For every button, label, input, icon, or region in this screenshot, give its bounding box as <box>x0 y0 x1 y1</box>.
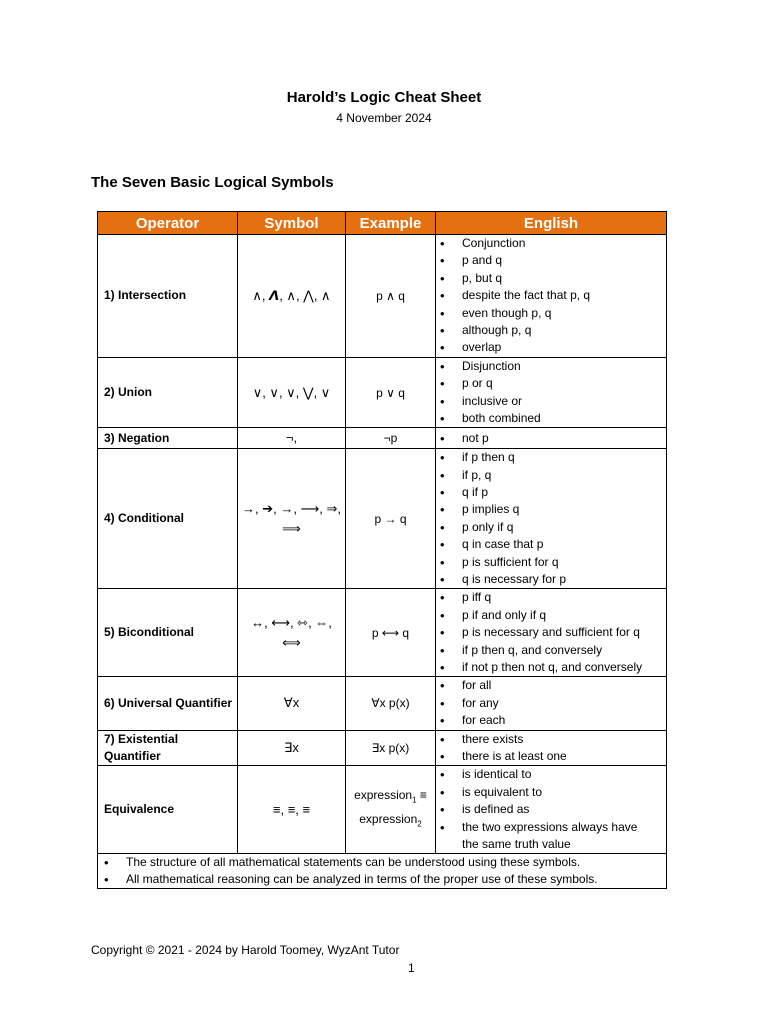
subscript: 1 <box>412 795 417 805</box>
page-number: 1 <box>408 961 415 975</box>
column-header-operator: Operator <box>98 212 238 235</box>
table-row-existential-quantifier <box>98 730 667 766</box>
table-footnote-row <box>98 854 667 889</box>
copyright-notice: Copyright © 2021 - 2024 by Harold Toomey, WyzAnt Tutor <box>91 943 400 957</box>
table-row-equivalence <box>98 766 667 854</box>
list-item: • q is necessary for p <box>436 571 666 588</box>
list-item: • there is at least one <box>436 748 666 765</box>
list-item: • p only if q <box>436 519 666 536</box>
symbol-cell: →, ➔, →, ⟶, ⇒, ⟹ <box>238 449 346 589</box>
list-item: • p is necessary and sufficient for q <box>436 624 666 641</box>
list-item: • p implies q <box>436 501 666 518</box>
list-item: • p if and only if q <box>436 607 666 624</box>
list-item: • p is sufficient for q <box>436 554 666 571</box>
list-item: • is equivalent to <box>436 784 666 801</box>
operator-cell: Equivalence <box>98 766 238 854</box>
operator-cell: 1) Intersection <box>98 235 238 358</box>
list-item-continuation: the same truth value <box>462 836 571 851</box>
table-row-union <box>98 357 667 428</box>
example-cell: p → q <box>346 449 436 589</box>
list-item: • p or q <box>436 375 666 392</box>
table-row-conditional <box>98 449 667 589</box>
list-item: • p iff q <box>436 589 666 606</box>
list-item: • is defined as <box>436 801 666 818</box>
list-item: • although p, q <box>436 322 666 339</box>
column-header-symbol: Symbol <box>238 212 346 235</box>
symbol-cell: ∀x <box>238 677 346 730</box>
list-item: • Disjunction <box>436 358 666 375</box>
symbol-cell: ∃x <box>238 730 346 766</box>
symbol-cell: ¬, <box>238 428 346 449</box>
example-cell <box>346 766 436 854</box>
example-cell: ∃x p(x) <box>346 730 436 766</box>
section-heading: The Seven Basic Logical Symbols <box>91 174 334 191</box>
english-cell <box>436 766 667 854</box>
list-item: • overlap <box>436 339 666 356</box>
operator-cell: 3) Negation <box>98 428 238 449</box>
list-item: • is identical to <box>436 766 666 783</box>
english-cell <box>436 428 667 449</box>
equivalence-sign: ≡ <box>416 788 427 803</box>
document-date: 4 November 2024 <box>336 111 432 125</box>
list-item: • if p then q, and conversely <box>436 642 666 659</box>
table-row-negation <box>98 428 667 449</box>
subscript: 2 <box>417 819 422 829</box>
list-item: • q if p <box>436 484 666 501</box>
list-item: • for all <box>436 677 666 694</box>
footnote-cell <box>98 854 667 889</box>
list-item: • if p, q <box>436 467 666 484</box>
table-row-biconditional <box>98 589 667 677</box>
english-cell <box>436 730 667 766</box>
table-row-universal-quantifier <box>98 677 667 730</box>
footnote-item: • The structure of all mathematical statements can be understood using these symbols. <box>98 854 666 871</box>
operator-cell: 7) Existential Quantifier <box>98 730 238 766</box>
list-item: • despite the fact that p, q <box>436 287 666 304</box>
list-item: • if p then q <box>436 449 666 466</box>
list-item: • q in case that p <box>436 536 666 553</box>
english-cell <box>436 677 667 730</box>
example-cell: ¬p <box>346 428 436 449</box>
list-item: • inclusive or <box>436 393 666 410</box>
operator-cell: 2) Union <box>98 357 238 428</box>
document-title: Harold’s Logic Cheat Sheet <box>286 89 482 106</box>
symbol-cell: ↔, ⟷, ⇿, ⇔, ⟺ <box>238 589 346 677</box>
logic-symbols-table <box>97 211 667 889</box>
operator-cell: 5) Biconditional <box>98 589 238 677</box>
list-item: • if not p then not q, and conversely <box>436 659 666 676</box>
list-item: • both combined <box>436 410 666 427</box>
operator-cell: 6) Universal Quantifier <box>98 677 238 730</box>
operator-cell: 4) Conditional <box>98 449 238 589</box>
list-item: • for any <box>436 695 666 712</box>
symbol-cell: ≡, ≡, ≡ <box>238 766 346 854</box>
example-expression-1: expression <box>354 788 413 803</box>
list-item: • there exists <box>436 731 666 748</box>
list-item: • p and q <box>436 252 666 269</box>
example-cell: p ⟷ q <box>346 589 436 677</box>
list-item: • even though p, q <box>436 305 666 322</box>
english-cell <box>436 589 667 677</box>
footnote-item: • All mathematical reasoning can be analyzed in terms of the proper use of these symbols. <box>98 871 666 888</box>
symbol-cell: ∧, 𝞚, ∧, ⋀, ∧ <box>238 235 346 358</box>
symbol-cell: ∨, ∨, ∨, ⋁, ∨ <box>238 357 346 428</box>
list-item: • Conjunction <box>436 235 666 252</box>
example-cell: p ∨ q <box>346 357 436 428</box>
example-expression-2: expression <box>359 811 418 826</box>
list-item: • the two expressions always have <box>436 819 666 836</box>
example-cell: p ∧ q <box>346 235 436 358</box>
list-item: • for each <box>436 712 666 729</box>
english-cell <box>436 235 667 358</box>
english-cell <box>436 449 667 589</box>
column-header-english: English <box>436 212 667 235</box>
list-item: • not p <box>436 430 666 447</box>
column-header-example: Example <box>346 212 436 235</box>
list-item: • p, but q <box>436 270 666 287</box>
table-header-row <box>98 212 667 235</box>
table-row-intersection <box>98 235 667 358</box>
english-cell <box>436 357 667 428</box>
example-cell: ∀x p(x) <box>346 677 436 730</box>
